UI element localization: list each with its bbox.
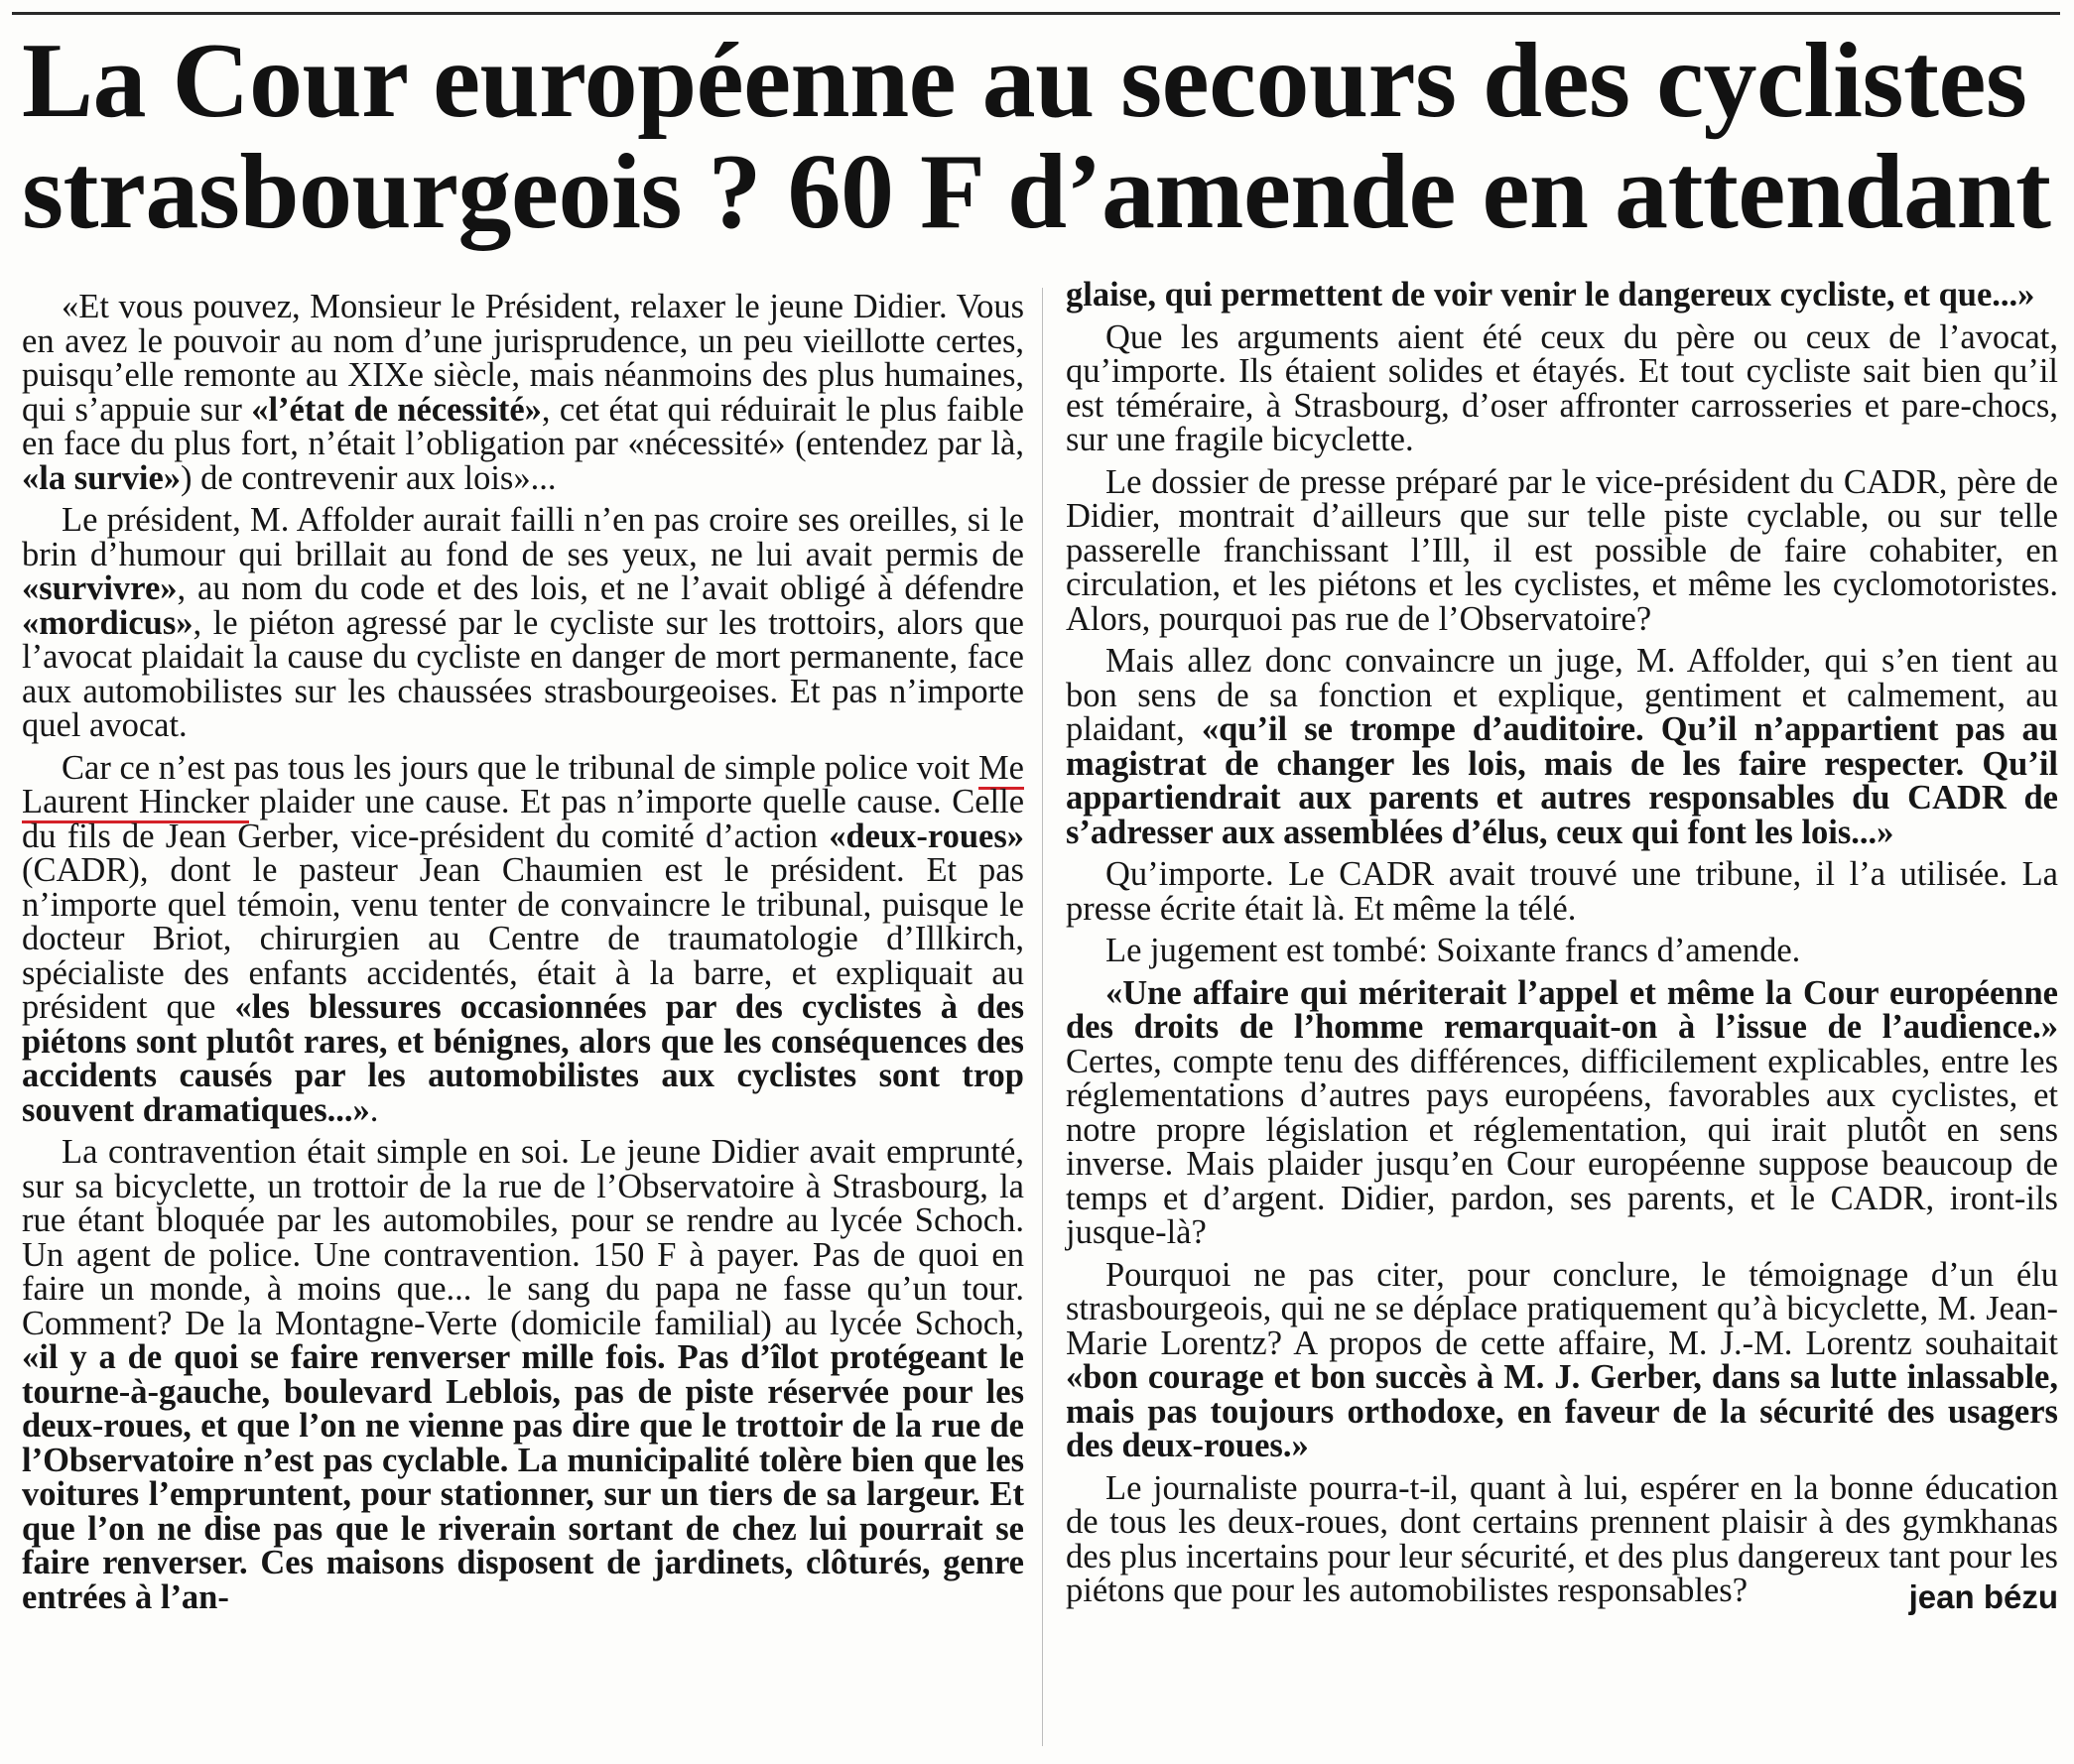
paragraph xyxy=(1066,644,2058,849)
paragraph xyxy=(22,503,1024,743)
headline-line-1: La Cour européenne au secours des cyclistes xyxy=(22,22,2027,140)
bold-quote: «la survie» xyxy=(22,458,182,497)
paragraph: Le jugement est tombé: Soixante francs d’amende. xyxy=(1105,932,1801,969)
text-run: plaider une cause. Et pas n’importe quelle cause. Celle du fils de Jean Gerber, vice-président du comité d’action xyxy=(22,783,1025,855)
headline xyxy=(22,22,2056,251)
text-run: (CADR), dont le pasteur Jean Chaumien est le président. Et pas n’importe quel témoin, venu tenter de convaincre le tribunal, puisque le docteur Briot, chirurgien au Centre de traumatologie d’Illkirch, spécialiste des enfants accidentés, était à la barre, et expliquait au président que xyxy=(22,851,1024,1026)
text-run: , le piéton agressé par le cycliste sur les trottoirs, alors que l’avocat plaidait la cause du cycliste en danger de mort permanente, face aux automobilistes sur les chaussées strasbourgeoises. Et pas n’importe quel avocat. xyxy=(22,603,1024,744)
paragraph: Le journaliste pourra-t-il, quant à lui, espérer en la bonne éducation de tous les deux-roues, dont certains prennent plaisir à des gymkhanas des plus incertains pour leur sécurité, et des plus dangereux tant pour les piétons que pour les automobilistes responsables? xyxy=(1066,1468,2058,1609)
text-run: , au nom du code et des lois, et ne l’avait obligé à défendre xyxy=(177,569,1024,607)
text-run: «Et vous pouvez, Monsieur le Président, relaxer le jeune Didier. Vous en avez le pouvoir au nom d’une jurisprudence, un peu vieillotte certes, puisqu’elle remonte au XIXe siècle, mais néanmoins des plus humaines, qui s’appuie sur xyxy=(22,288,1024,429)
paragraph: Que les arguments aient été ceux du père ou ceux de l’avocat, qu’importe. Ils étaient solides et étayés. Et tout cycliste sait bien qu’il est téméraire, à Strasbourg, d’oser affronter carrosseries et pare-chocs, sur une fragile bicyclette. xyxy=(1066,317,2058,458)
paragraph xyxy=(22,1135,1024,1614)
bold-quote: «Une affaire qui mériterait l’appel et même la Cour européenne des droits de l’homme remarquait-on à l’issue de l’audience.» xyxy=(1066,973,2058,1046)
bold-quote: «il y a de quoi se faire renverser mille fois. Pas d’îlot protégeant le tourne-à-gauche, boulevard Leblois, pas de piste réservée pour les deux-roues, et que l’on ne vienne pas dire que le trottoir de la rue de l’Observatoire n’est pas cyclable. La municipalité tolère bien que les voitures l’empruntent, pour stationner, sur un tiers de sa largeur. Et que l’on ne dise pas que le riverain sortant de chez lui pourrait se faire renverser. Ces maisons disposent de jardinets, clôturés, genre entrées à l’an- xyxy=(22,1338,1024,1616)
paragraph: Qu’importe. Le CADR avait trouvé une tribune, il l’a utilisée. La presse écrite était là. Et même la télé. xyxy=(1066,855,2058,928)
underlined-lawyer-name: Me Laurent Hincker xyxy=(22,749,1024,824)
headline-line-2: strasbourgeois ? 60 F d’amende en attendant xyxy=(22,133,2051,251)
bold-quote: «qu’il se trompe d’auditoire. Qu’il n’appartient pas au magistrat de changer les lois, mais de les faire respecter. Qu’il appartiendrait aux parents et autres responsables du CADR de s’adresser aux assemblées d’élus, ceux qui font les lois...» xyxy=(1066,710,2058,851)
article-column-right xyxy=(1066,278,2058,1614)
text-run: . xyxy=(369,1090,379,1129)
article-column-left xyxy=(22,290,1024,1622)
bold-quote: «survivre» xyxy=(22,569,178,607)
bold-quote: glaise, qui permettent de voir venir le dangereux cycliste, et que...» xyxy=(1066,276,2035,314)
bold-quote: «mordicus» xyxy=(22,603,194,642)
text-run: , cet état qui réduirait le plus faible en face du plus fort, n’était l’obligation par «nécessité» (entendez par là, xyxy=(22,390,1024,462)
paragraph xyxy=(1066,1255,2058,1464)
bold-quote: «bon courage et bon succès à M. J. Gerber, dans sa lutte inlassable, mais pas toujours orthodoxe, en faveur de la sécurité des usagers des deux-roues.» xyxy=(1066,1358,2058,1464)
text-run: Le président, M. Affolder aurait failli n’en pas croire ses oreilles, si le brin d’humour qui brillait au fond de ses yeux, ne lui avait permis de xyxy=(22,501,1024,573)
bold-quote: «deux-roues» xyxy=(829,817,1024,855)
paragraph-continuation xyxy=(1066,278,2058,313)
column-divider xyxy=(1042,288,1043,1746)
author-signature: jean bézu xyxy=(1908,1577,2058,1615)
bold-quote: «l’état de nécessité» xyxy=(251,390,542,429)
paragraph xyxy=(1066,973,2058,1251)
paragraph xyxy=(22,290,1024,495)
text-run: Mais allez donc convaincre un juge, M. Affolder, qui s’en tient au bon sens de sa fonction et explique, gentiment et calmement, au plaidant, xyxy=(1066,642,2058,748)
top-rule xyxy=(12,12,2060,15)
text-run: Car ce n’est pas tous les jours que le tribunal de simple police voit xyxy=(62,748,978,787)
text-run: Pourquoi ne pas citer, pour conclure, le témoignage d’un élu strasbourgeois, qui ne se déplace pratiquement qu’à bicyclette, M. Jean-Marie Lorentz? A propos de cette affaire, M. J.-M. Lorentz souhaitait xyxy=(1066,1255,2058,1362)
paragraph: Le dossier de presse préparé par le vice-président du CADR, père de Didier, montrait d’ailleurs que sur telle piste cyclable, ou sur telle passerelle franchissant l’Ill, il est possible de faire cohabiter, en circulation, et les piétons et les cyclistes, et même les cyclomotoristes. Alors, pourquoi pas rue de l’Observatoire? xyxy=(1066,462,2058,638)
text-run: La contravention était simple en soi. Le jeune Didier avait emprunté, sur sa bicyclette, un trottoir de la rue de l’Observatoire à Strasbourg, la rue étant bloquée par les automobiles, pour se rendre au lycée Schoch. Un agent de police. Une contravention. 150 F à payer. Pas de quoi en faire un monde, à moins que... le sang du papa ne fasse qu’un tour. Comment? De la Montagne-Verte (domicile familial) au lycée Schoch, xyxy=(22,1133,1024,1342)
text-run: Certes, compte tenu des différences, difficilement explicables, entre les réglementations d’autres pays européens, favorables aux cyclistes, et notre propre législation et réglementation, qui irait plutôt en sens inverse. Mais plaider jusqu’en Cour européenne suppose beaucoup de temps et d’argent. Didier, pardon, ses parents, et le CADR, iront-ils jusque-là? xyxy=(1066,1042,2058,1251)
paragraph xyxy=(22,748,1025,1129)
text-run: ) de contrevenir aux lois»... xyxy=(181,458,557,497)
bold-quote: «les blessures occasionnées par des cyclistes à des piétons sont plutôt rares, et bénignes, alors que les conséquences des accidents causés par les automobilistes aux cyclistes sont trop souvent dramatiques...» xyxy=(22,988,1024,1129)
